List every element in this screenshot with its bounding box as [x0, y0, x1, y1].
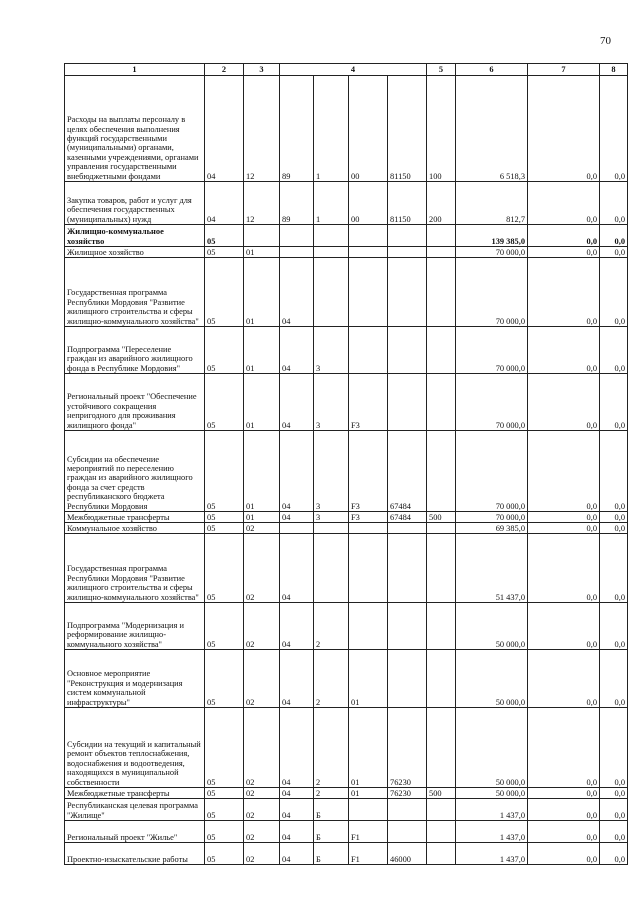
expense-type-code: [427, 843, 456, 865]
event-code: [349, 534, 388, 603]
amount-col-7: 0,0: [528, 534, 600, 603]
subprogram-code: Б: [314, 843, 349, 865]
expense-type-code: [427, 431, 456, 512]
amount-col-7: 0,0: [528, 843, 600, 865]
subsection-code: 02: [244, 650, 280, 708]
amount-col-8: 0,0: [600, 247, 628, 258]
table-row: [65, 258, 628, 327]
direction-code: 81150: [388, 182, 427, 225]
amount-col-7: 0,0: [528, 225, 600, 247]
direction-code: 46000: [388, 843, 427, 865]
amount-col-8: 0,0: [600, 788, 628, 799]
event-code: [349, 247, 388, 258]
event-code: F3: [349, 512, 388, 523]
expense-type-code: 100: [427, 76, 456, 182]
subprogram-code: 2: [314, 603, 349, 650]
program-code: [280, 523, 314, 534]
table-row: [65, 534, 628, 603]
section-code: 05: [205, 788, 244, 799]
section-code: 05: [205, 327, 244, 374]
table-row: [65, 821, 628, 843]
amount-col-6: 51 437,0: [456, 534, 528, 603]
event-code: [349, 523, 388, 534]
subsection-code: 01: [244, 374, 280, 431]
table-row: [65, 327, 628, 374]
amount-col-7: 0,0: [528, 523, 600, 534]
program-code: 04: [280, 258, 314, 327]
event-code: 01: [349, 788, 388, 799]
amount-col-8: 0,0: [600, 225, 628, 247]
event-code: F3: [349, 431, 388, 512]
event-code: [349, 327, 388, 374]
direction-code: [388, 821, 427, 843]
direction-code: [388, 603, 427, 650]
expense-type-code: [427, 225, 456, 247]
amount-col-7: 0,0: [528, 512, 600, 523]
header-col-2: 2: [205, 64, 244, 76]
section-code: 05: [205, 799, 244, 821]
event-code: [349, 799, 388, 821]
amount-col-6: 50 000,0: [456, 603, 528, 650]
direction-code: [388, 374, 427, 431]
program-code: [280, 247, 314, 258]
section-code: 05: [205, 534, 244, 603]
expense-type-code: [427, 799, 456, 821]
row-name: Жилищно-коммунальное хозяйство: [65, 225, 205, 247]
program-code: 04: [280, 512, 314, 523]
subprogram-code: 3: [314, 512, 349, 523]
amount-col-7: 0,0: [528, 258, 600, 327]
direction-code: [388, 247, 427, 258]
subprogram-code: [314, 247, 349, 258]
row-name: Коммунальное хозяйство: [65, 523, 205, 534]
subsection-code: 01: [244, 431, 280, 512]
amount-col-6: 70 000,0: [456, 327, 528, 374]
amount-col-6: 812,7: [456, 182, 528, 225]
expense-type-code: [427, 534, 456, 603]
amount-col-6: 50 000,0: [456, 788, 528, 799]
amount-col-6: 6 518,3: [456, 76, 528, 182]
amount-col-7: 0,0: [528, 650, 600, 708]
amount-col-8: 0,0: [600, 431, 628, 512]
subsection-code: 01: [244, 258, 280, 327]
row-name: Основное мероприятие "Реконструкция и модернизация систем коммунальной инфраструктуры": [65, 650, 205, 708]
row-name: Региональный проект "Жилье": [65, 821, 205, 843]
subsection-code: 02: [244, 843, 280, 865]
subsection-code: 02: [244, 799, 280, 821]
amount-col-6: 1 437,0: [456, 799, 528, 821]
amount-col-8: 0,0: [600, 523, 628, 534]
section-code: 05: [205, 523, 244, 534]
direction-code: 67484: [388, 431, 427, 512]
amount-col-7: 0,0: [528, 799, 600, 821]
subsection-code: [244, 225, 280, 247]
amount-col-6: 1 437,0: [456, 843, 528, 865]
program-code: 89: [280, 182, 314, 225]
expense-type-code: [427, 821, 456, 843]
row-name: Межбюджетные трансферты: [65, 512, 205, 523]
amount-col-8: 0,0: [600, 534, 628, 603]
program-code: 04: [280, 843, 314, 865]
subsection-code: 01: [244, 247, 280, 258]
section-code: 05: [205, 225, 244, 247]
amount-col-8: 0,0: [600, 799, 628, 821]
amount-col-8: 0,0: [600, 650, 628, 708]
direction-code: [388, 534, 427, 603]
section-code: 05: [205, 843, 244, 865]
row-name: Закупка товаров, работ и услуг для обеспечения государственных (муниципальных) нужд: [65, 182, 205, 225]
amount-col-6: 70 000,0: [456, 512, 528, 523]
subsection-code: 02: [244, 603, 280, 650]
direction-code: [388, 225, 427, 247]
header-col-5: 5: [427, 64, 456, 76]
amount-col-8: 0,0: [600, 182, 628, 225]
table-row: [65, 374, 628, 431]
program-code: 04: [280, 788, 314, 799]
subprogram-code: Б: [314, 799, 349, 821]
subprogram-code: 2: [314, 650, 349, 708]
subprogram-code: 1: [314, 76, 349, 182]
direction-code: 81150: [388, 76, 427, 182]
subprogram-code: 2: [314, 708, 349, 788]
table-row: [65, 182, 628, 225]
direction-code: [388, 799, 427, 821]
program-code: [280, 225, 314, 247]
table-row: [65, 431, 628, 512]
table-row: [65, 523, 628, 534]
section-code: 05: [205, 650, 244, 708]
row-name: Субсидии на обеспечение мероприятий по переселению граждан из аварийного жилищного фонда за счет средств республиканского бюджета Республики Мордовия: [65, 431, 205, 512]
header-col-4: 4: [280, 64, 427, 76]
amount-col-7: 0,0: [528, 182, 600, 225]
amount-col-8: 0,0: [600, 843, 628, 865]
table-row: [65, 225, 628, 247]
amount-col-7: 0,0: [528, 603, 600, 650]
amount-col-6: 1 437,0: [456, 821, 528, 843]
expense-type-code: [427, 523, 456, 534]
table-row: [65, 247, 628, 258]
direction-code: 76230: [388, 708, 427, 788]
expense-type-code: [427, 708, 456, 788]
row-name: Государственная программа Республики Мордовия "Развитие жилищного строительства и сферы жилищно-коммунального хозяйства": [65, 534, 205, 603]
expense-type-code: [427, 247, 456, 258]
amount-col-7: 0,0: [528, 76, 600, 182]
amount-col-6: 70 000,0: [456, 374, 528, 431]
row-name: Расходы на выплаты персоналу в целях обеспечения выполнения функций государственными (муниципальными) органами, казенными учреждениями, органами управления государственными внебюджетными фондами: [65, 76, 205, 182]
section-code: 04: [205, 76, 244, 182]
table-row: [65, 76, 628, 182]
subsection-code: 02: [244, 534, 280, 603]
subprogram-code: 3: [314, 374, 349, 431]
event-code: F1: [349, 821, 388, 843]
header-col-3: 3: [244, 64, 280, 76]
section-code: 05: [205, 708, 244, 788]
amount-col-6: 50 000,0: [456, 708, 528, 788]
event-code: F3: [349, 374, 388, 431]
subsection-code: 02: [244, 708, 280, 788]
amount-col-6: 50 000,0: [456, 650, 528, 708]
amount-col-8: 0,0: [600, 374, 628, 431]
program-code: 04: [280, 327, 314, 374]
program-code: 04: [280, 534, 314, 603]
expense-type-code: [427, 327, 456, 374]
amount-col-8: 0,0: [600, 603, 628, 650]
direction-code: [388, 650, 427, 708]
row-name: Подпрограмма "Переселение граждан из аварийного жилищного фонда в Республике Мордовия": [65, 327, 205, 374]
table-body: [65, 76, 628, 865]
section-code: 05: [205, 431, 244, 512]
subprogram-code: [314, 534, 349, 603]
budget-table: [64, 63, 628, 865]
amount-col-8: 0,0: [600, 76, 628, 182]
subsection-code: 02: [244, 821, 280, 843]
subsection-code: 02: [244, 523, 280, 534]
table-row: [65, 843, 628, 865]
direction-code: [388, 258, 427, 327]
amount-col-8: 0,0: [600, 821, 628, 843]
amount-col-8: 0,0: [600, 327, 628, 374]
page-number: 70: [600, 35, 611, 47]
amount-col-8: 0,0: [600, 258, 628, 327]
program-code: 04: [280, 603, 314, 650]
amount-col-8: 0,0: [600, 708, 628, 788]
program-code: 89: [280, 76, 314, 182]
event-code: [349, 225, 388, 247]
table-row: [65, 788, 628, 799]
subsection-code: 02: [244, 788, 280, 799]
subsection-code: 01: [244, 512, 280, 523]
program-code: 04: [280, 821, 314, 843]
row-name: Проектно-изыскательские работы: [65, 843, 205, 865]
expense-type-code: 500: [427, 788, 456, 799]
program-code: 04: [280, 374, 314, 431]
expense-type-code: [427, 374, 456, 431]
subprogram-code: 3: [314, 327, 349, 374]
direction-code: 76230: [388, 788, 427, 799]
event-code: 01: [349, 708, 388, 788]
direction-code: [388, 327, 427, 374]
section-code: 05: [205, 512, 244, 523]
amount-col-6: 70 000,0: [456, 258, 528, 327]
table-row: [65, 799, 628, 821]
program-code: 04: [280, 431, 314, 512]
header-col-7: 7: [528, 64, 600, 76]
program-code: 04: [280, 799, 314, 821]
amount-col-8: 0,0: [600, 512, 628, 523]
event-code: 01: [349, 650, 388, 708]
row-name: Жилищное хозяйство: [65, 247, 205, 258]
header-col-8: 8: [600, 64, 628, 76]
amount-col-7: 0,0: [528, 708, 600, 788]
subprogram-code: [314, 523, 349, 534]
amount-col-7: 0,0: [528, 374, 600, 431]
header-col-1: 1: [65, 64, 205, 76]
amount-col-6: 139 385,0: [456, 225, 528, 247]
expense-type-code: [427, 258, 456, 327]
row-name: Региональный проект "Обеспечение устойчивого сокращения непригодного для проживания жилищного фонда": [65, 374, 205, 431]
row-name: Субсидии на текущий и капитальный ремонт объектов теплоснабжения, водоснабжения и водоотведения, находящихся в муниципальной собственности: [65, 708, 205, 788]
row-name: Межбюджетные трансферты: [65, 788, 205, 799]
subprogram-code: [314, 225, 349, 247]
section-code: 05: [205, 374, 244, 431]
table-row: [65, 650, 628, 708]
amount-col-7: 0,0: [528, 327, 600, 374]
event-code: 00: [349, 182, 388, 225]
table-row: [65, 512, 628, 523]
subsection-code: 12: [244, 182, 280, 225]
amount-col-6: 70 000,0: [456, 431, 528, 512]
amount-col-7: 0,0: [528, 821, 600, 843]
expense-type-code: [427, 603, 456, 650]
row-name: Республиканская целевая программа "Жилище": [65, 799, 205, 821]
subprogram-code: 1: [314, 182, 349, 225]
section-code: 05: [205, 247, 244, 258]
header-row: [65, 64, 628, 76]
subprogram-code: Б: [314, 821, 349, 843]
expense-type-code: 200: [427, 182, 456, 225]
direction-code: 67484: [388, 512, 427, 523]
program-code: 04: [280, 708, 314, 788]
subprogram-code: 3: [314, 431, 349, 512]
header-col-6: 6: [456, 64, 528, 76]
amount-col-7: 0,0: [528, 247, 600, 258]
row-name: Подпрограмма "Модернизация и реформирование жилищно-коммунального хозяйства": [65, 603, 205, 650]
amount-col-6: 70 000,0: [456, 247, 528, 258]
subsection-code: 12: [244, 76, 280, 182]
table-row: [65, 603, 628, 650]
subprogram-code: [314, 258, 349, 327]
row-name: Государственная программа Республики Мордовия "Развитие жилищного строительства и сферы жилищно-коммунального хозяйства": [65, 258, 205, 327]
amount-col-6: 69 385,0: [456, 523, 528, 534]
event-code: F1: [349, 843, 388, 865]
section-code: 05: [205, 258, 244, 327]
section-code: 05: [205, 603, 244, 650]
expense-type-code: [427, 650, 456, 708]
event-code: 00: [349, 76, 388, 182]
expense-type-code: 500: [427, 512, 456, 523]
section-code: 05: [205, 821, 244, 843]
program-code: 04: [280, 650, 314, 708]
subsection-code: 01: [244, 327, 280, 374]
direction-code: [388, 523, 427, 534]
subprogram-code: 2: [314, 788, 349, 799]
amount-col-7: 0,0: [528, 431, 600, 512]
event-code: [349, 258, 388, 327]
section-code: 04: [205, 182, 244, 225]
event-code: [349, 603, 388, 650]
amount-col-7: 0,0: [528, 788, 600, 799]
table-row: [65, 708, 628, 788]
